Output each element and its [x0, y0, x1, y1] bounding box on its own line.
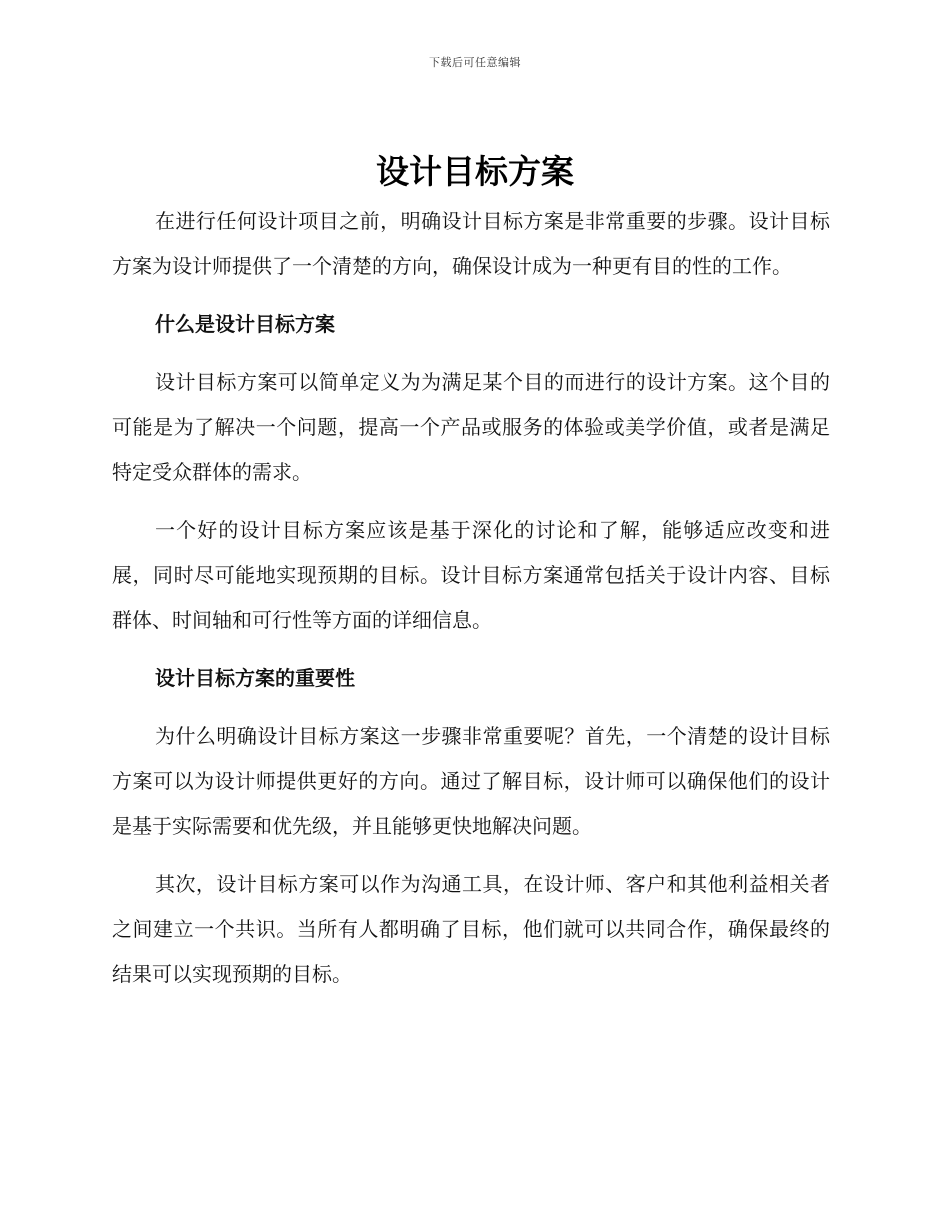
document-body — [112, 199, 830, 1010]
document-title: 设计目标方案 — [376, 152, 574, 191]
paragraph: 为什么明确设计目标方案这一步骤非常重要呢？首先，一个清楚的设计目标方案可以为设计师提供更好的方向。通过了解目标，设计师可以确保他们的设计是基于实际需要和优先级，并且能够更快地解决问题。 — [112, 724, 830, 838]
section-heading-importance: 设计目标方案的重要性 — [155, 666, 355, 690]
header-note: 下载后可任意编辑 — [429, 56, 521, 69]
paragraph: 设计目标方案可以简单定义为为满足某个目的而进行的设计方案。这个目的可能是为了解决一个问题，提高一个产品或服务的体验或美学价值，或者是满足特定受众群体的需求。 — [112, 370, 830, 484]
intro-paragraph: 在进行任何设计项目之前，明确设计目标方案是非常重要的步骤。设计目标方案为设计师提供了一个清楚的方向，确保设计成为一种更有目的性的工作。 — [112, 209, 830, 278]
paragraph: 一个好的设计目标方案应该是基于深化的讨论和了解，能够适应改变和进展，同时尽可能地实现预期的目标。设计目标方案通常包括关于设计内容、目标群体、时间轴和可行性等方面的详细信息。 — [112, 518, 830, 632]
paragraph: 其次，设计目标方案可以作为沟通工具，在设计师、客户和其他利益相关者之间建立一个共识。当所有人都明确了目标，他们就可以共同合作，确保最终的结果可以实现预期的目标。 — [112, 872, 830, 986]
section-heading-what-is: 什么是设计目标方案 — [155, 312, 335, 336]
